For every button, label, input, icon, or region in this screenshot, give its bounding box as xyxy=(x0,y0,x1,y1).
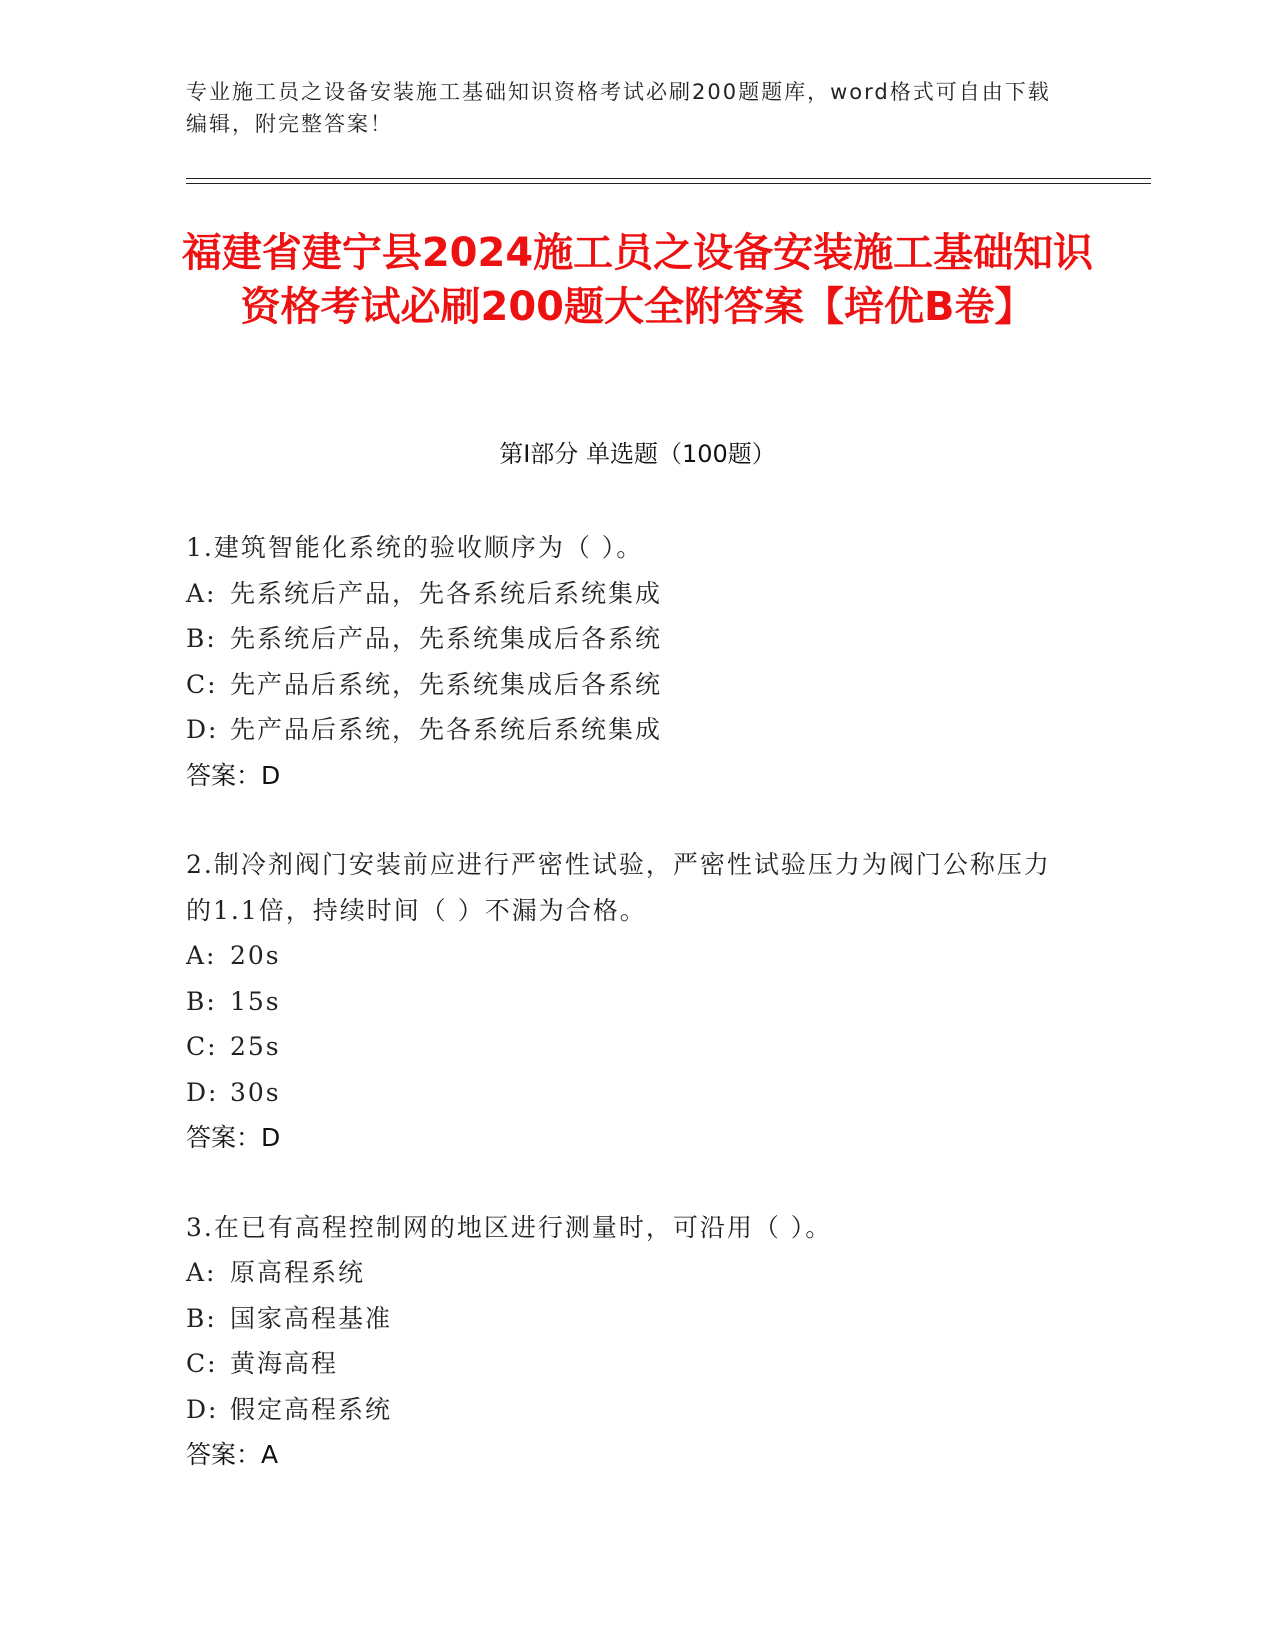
question-option-c xyxy=(186,662,1066,708)
question-list xyxy=(186,525,1066,1478)
option-text: 20s xyxy=(230,941,281,970)
option-text: 先系统后产品，先各系统后系统集成 xyxy=(230,578,663,608)
header-divider-top xyxy=(186,178,1151,179)
option-text: 25s xyxy=(230,1032,281,1061)
question-answer: 答案：D xyxy=(186,760,281,790)
option-key: B: xyxy=(186,1303,217,1333)
question-spacer xyxy=(186,798,1066,842)
question-option-b xyxy=(186,979,1066,1025)
option-key: A: xyxy=(186,1258,217,1287)
option-key: A: xyxy=(186,578,217,608)
option-text: 原高程系统 xyxy=(230,1258,366,1287)
document-title: 福建省建宁县2024施工员之设备安装施工基础知识资格考试必刷200题大全附答案【培优B卷】 xyxy=(181,230,1094,330)
question-option-b xyxy=(186,616,1066,662)
option-key: C: xyxy=(186,1032,218,1061)
option-key: C: xyxy=(186,669,218,699)
option-key: D: xyxy=(186,715,219,744)
question-item xyxy=(186,525,1066,798)
question-stem: 3.在已有高程控制网的地区进行测量时，可沿用（ ）。 xyxy=(186,1212,833,1242)
question-option-c xyxy=(186,1024,1066,1070)
header-note: 专业施工员之设备安装施工基础知识资格考试必刷200题题库，word格式可自由下载编辑，附完整答案！ xyxy=(186,80,1051,136)
section-title: 第I部分 单选题（100题） xyxy=(499,440,776,468)
question-option-a xyxy=(186,571,1066,617)
option-text: 先系统后产品，先系统集成后各系统 xyxy=(230,624,663,653)
question-option-c xyxy=(186,1341,1066,1387)
option-key: B: xyxy=(186,986,217,1016)
option-text: 先产品后系统，先系统集成后各系统 xyxy=(230,669,663,699)
question-stem: 2.制冷剂阀门安装前应进行严密性试验，严密性试验压力为阀门公称压力的1.1倍，持续时间（ ）不漏为合格。 xyxy=(186,850,1051,925)
question-spacer xyxy=(186,1161,1066,1205)
option-text: 先产品后系统，先各系统后系统集成 xyxy=(230,715,663,744)
option-text: 15s xyxy=(230,986,281,1016)
option-key: B: xyxy=(186,624,217,653)
option-key: A: xyxy=(186,941,217,970)
header-divider-bottom xyxy=(186,183,1151,184)
question-item xyxy=(186,1205,1066,1478)
question-option-a xyxy=(186,1250,1066,1296)
question-option-a xyxy=(186,933,1066,979)
option-text: 黄海高程 xyxy=(230,1349,339,1378)
option-text: 30s xyxy=(230,1077,281,1107)
question-option-b xyxy=(186,1296,1066,1342)
question-option-d xyxy=(186,707,1066,753)
question-item xyxy=(186,842,1066,1161)
question-answer: 答案：A xyxy=(186,1440,279,1469)
option-text: 国家高程基准 xyxy=(230,1303,393,1333)
question-option-d xyxy=(186,1070,1066,1116)
question-answer: 答案：D xyxy=(186,1123,281,1152)
question-option-d xyxy=(186,1387,1066,1433)
option-text: 假定高程系统 xyxy=(230,1394,393,1424)
option-key: D: xyxy=(186,1077,219,1107)
option-key: C: xyxy=(186,1349,218,1378)
question-stem: 1.建筑智能化系统的验收顺序为（ ）。 xyxy=(186,533,644,562)
option-key: D: xyxy=(186,1394,219,1424)
